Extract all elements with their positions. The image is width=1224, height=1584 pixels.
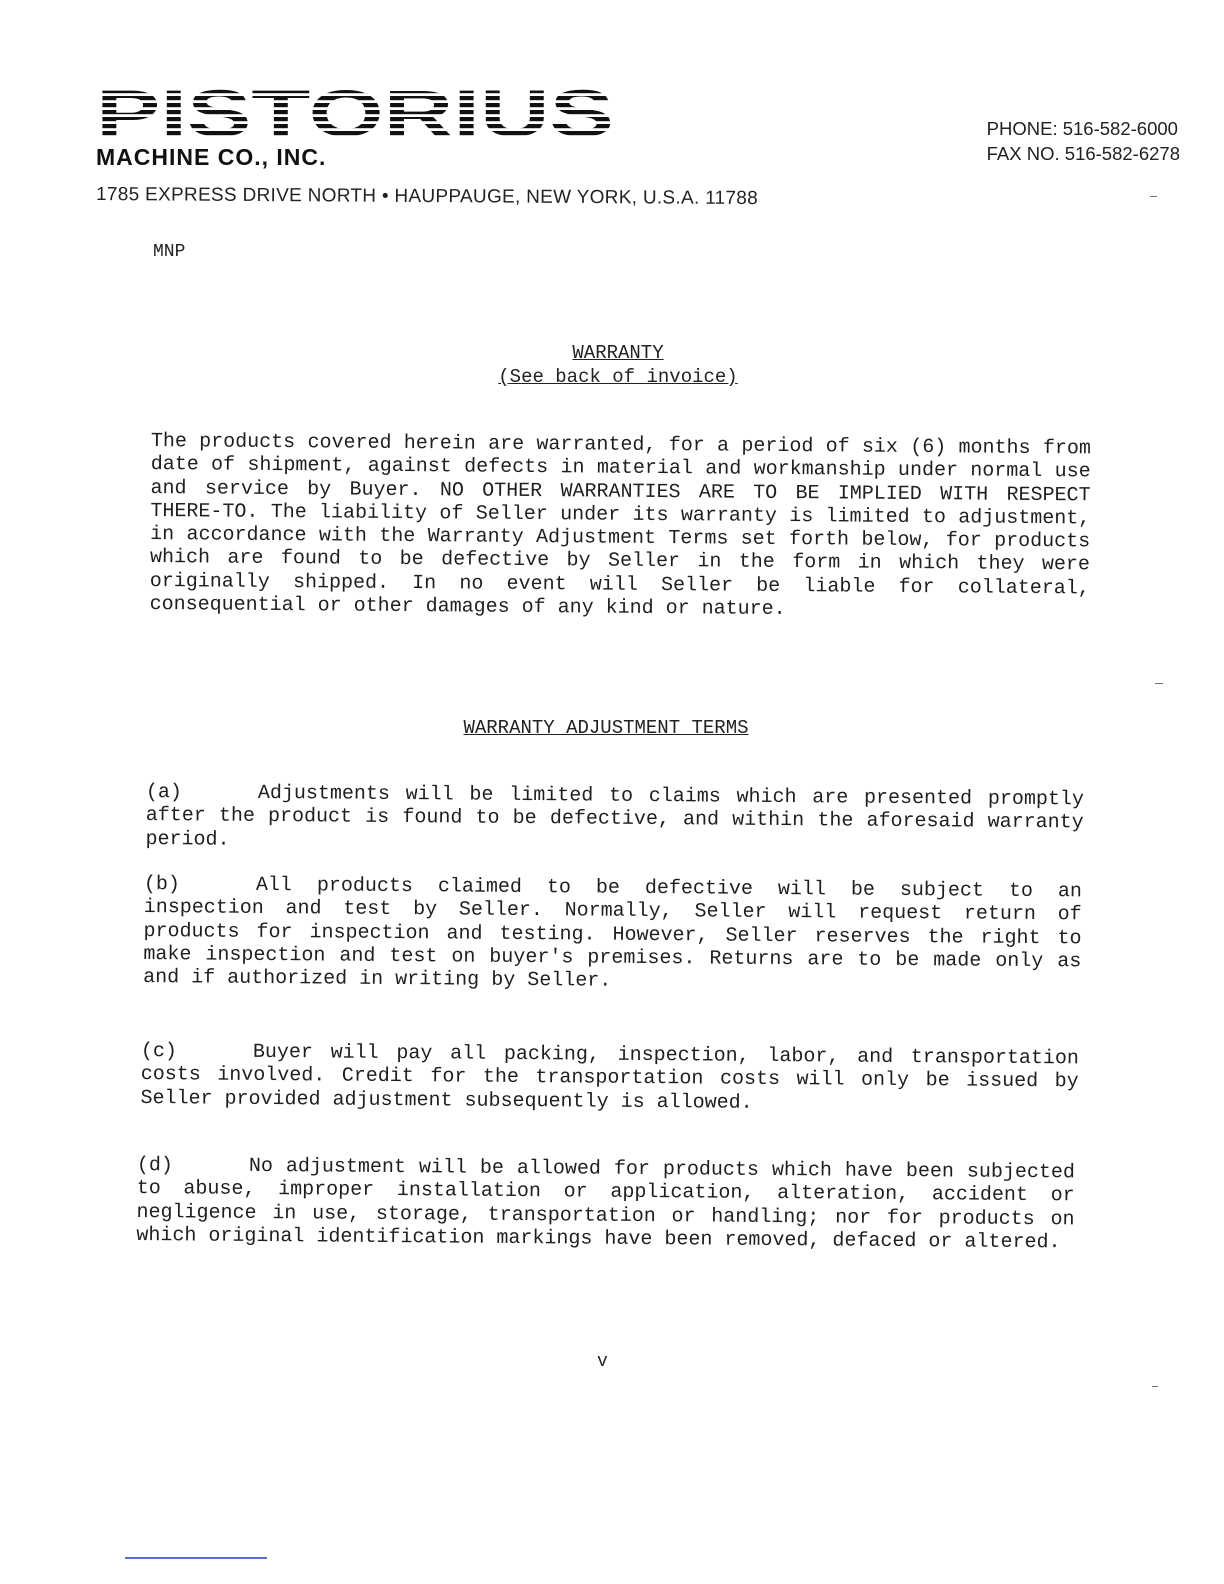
term-text: Adjustments will be limited to claims which are presented promptly after the product is found to be defective, and within the aforesaid warranty period. (145, 781, 1084, 852)
term-text: No adjustment will be allowed for products which have been subjected to abuse, improper installation or application, alteration, accident or negligence in use, storage, transportation or handling; nor for products on which original identification markings have been removed, defaced or altered. (136, 1154, 1075, 1255)
logo-graphic (96, 82, 616, 142)
phone-number: PHONE: 516-582-6000 (986, 118, 1178, 139)
warranty-title: WARRANTY (572, 342, 664, 364)
company-logo (96, 82, 616, 142)
term-text: Buyer will pay all packing, inspection, labor, and transportation costs involved. Credit for the transportation costs will only be issued by Seller provided adjustment subsequently is allowed. (140, 1040, 1079, 1115)
term-label: (b) (143, 873, 181, 897)
term-item-d (136, 1154, 1075, 1255)
page-number: v (597, 1352, 608, 1372)
term-item-b (143, 873, 1082, 997)
margin-mark (1155, 683, 1163, 684)
company-address: 1785 EXPRESS DRIVE NORTH • HAUPPAUGE, NEW YORK, U.S.A. 11788 (95, 184, 759, 210)
term-text: All products claimed to be defective will be subject to an inspection and test by Seller. Normally, Seller will request return of products for inspection and testing. However, Seller reserves the right to make inspection and test on buyer's premises. Returns are to be made only as and if authorized in writing by Seller. (143, 873, 1082, 993)
bottom-rule (125, 1557, 267, 1559)
fax-number: FAX NO. 516-582-6278 (986, 143, 1180, 164)
reference-code: MNP (153, 242, 186, 262)
term-label: (d) (136, 1154, 174, 1178)
warranty-body: The products covered herein are warranted, for a period of six (6) months from date of shipment, against defects in material and workmanship under normal use and service by Buyer. NO OTHER WARRANTIES ARE TO BE IMPLIED WITH RESPECT THERE-TO. The liability of Seller under its warranty is limited to adjustment, in accordance with the Warranty Adjustment Terms set forth below, for products which are found to be defective by Seller in the form in which they were originally shipped. In no event will Seller be liable for collateral, consequential or other damages of any kind or nature. (149, 430, 1091, 622)
term-item-c (140, 1040, 1079, 1117)
company-name: MACHINE CO., INC. (96, 144, 327, 170)
margin-mark (1150, 196, 1157, 197)
adjustment-terms-title: WARRANTY ADJUSTMENT TERMS (463, 717, 749, 739)
term-label: (c) (140, 1040, 178, 1064)
logo-text: PISTORIUS (96, 82, 614, 142)
term-label: (a) (145, 781, 183, 805)
margin-mark (1152, 1386, 1158, 1387)
warranty-subtitle: (See back of invoice) (498, 366, 738, 388)
contact-block (987, 116, 1180, 166)
term-item-a (145, 781, 1084, 858)
